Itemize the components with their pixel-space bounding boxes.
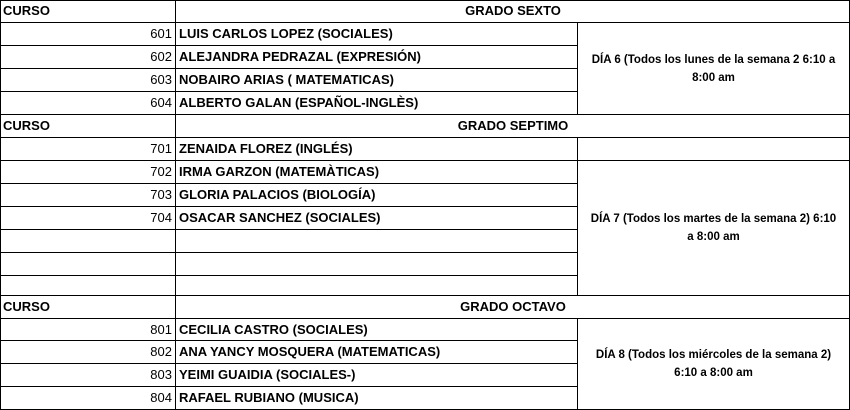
teacher-name: ALBERTO GALAN (ESPAÑOL-INGLÈS)	[176, 92, 578, 115]
course-number: 704	[0, 207, 176, 230]
course-number: 601	[0, 23, 176, 46]
schedule-line: 8:00 am	[692, 71, 735, 84]
course-number: 803	[0, 364, 176, 387]
grade-title-octavo: GRADO OCTAVO	[176, 296, 850, 319]
empty-cell	[176, 253, 578, 276]
course-number: 604	[0, 92, 176, 115]
empty-cell	[0, 230, 176, 253]
teacher-name: LUIS CARLOS LOPEZ (SOCIALES)	[176, 23, 578, 46]
empty-cell	[0, 253, 176, 276]
schedule-line: a 8:00 am	[687, 231, 740, 243]
schedule-note-octavo	[578, 319, 850, 410]
empty-cell	[578, 138, 850, 161]
course-number: 802	[0, 341, 176, 364]
schedule-note-septimo	[578, 161, 850, 296]
schedule-line: 6:10 a 8:00 am	[674, 367, 753, 379]
teacher-name: ALEJANDRA PEDRAZAL (EXPRESIÓN)	[176, 46, 578, 69]
schedule-note-sexto	[578, 23, 850, 115]
teacher-name: OSACAR SANCHEZ (SOCIALES)	[176, 207, 578, 230]
course-number: 602	[0, 46, 176, 69]
teacher-name: IRMA GARZON (MATEMÀTICAS)	[176, 161, 578, 184]
course-number: 801	[0, 319, 176, 341]
schedule-line: DÍA 6 (Todos los lunes de la semana 2 6:10 a	[591, 53, 836, 66]
empty-cell	[176, 276, 578, 296]
empty-cell	[176, 230, 578, 253]
schedule-line: DÍA 7 (Todos los martes de la semana 2) 6:10	[590, 213, 837, 225]
curso-header-sexto: CURSO	[0, 0, 176, 23]
schedule-line: DÍA 8 (Todos los miércoles de la semana 2)	[595, 349, 832, 361]
teacher-name: GLORIA PALACIOS (BIOLOGÍA)	[176, 184, 578, 207]
teacher-name: YEIMI GUAIDIA (SOCIALES-)	[176, 364, 578, 387]
grade-title-septimo: GRADO SEPTIMO	[176, 115, 850, 138]
course-number: 703	[0, 184, 176, 207]
curso-header-septimo: CURSO	[0, 115, 176, 138]
teacher-name: RAFAEL RUBIANO (MUSICA)	[176, 387, 578, 410]
teacher-name: CECILIA CASTRO (SOCIALES)	[176, 319, 578, 341]
course-number: 701	[0, 138, 176, 161]
course-number: 804	[0, 387, 176, 410]
teacher-name: NOBAIRO ARIAS ( MATEMATICAS)	[176, 69, 578, 92]
course-number: 603	[0, 69, 176, 92]
teacher-name: ANA YANCY MOSQUERA (MATEMATICAS)	[176, 341, 578, 364]
curso-header-octavo: CURSO	[0, 296, 176, 319]
empty-cell	[0, 276, 176, 296]
teacher-name: ZENAIDA FLOREZ (INGLÉS)	[176, 138, 578, 161]
course-number: 702	[0, 161, 176, 184]
grade-title-sexto: GRADO SEXTO	[176, 0, 850, 23]
